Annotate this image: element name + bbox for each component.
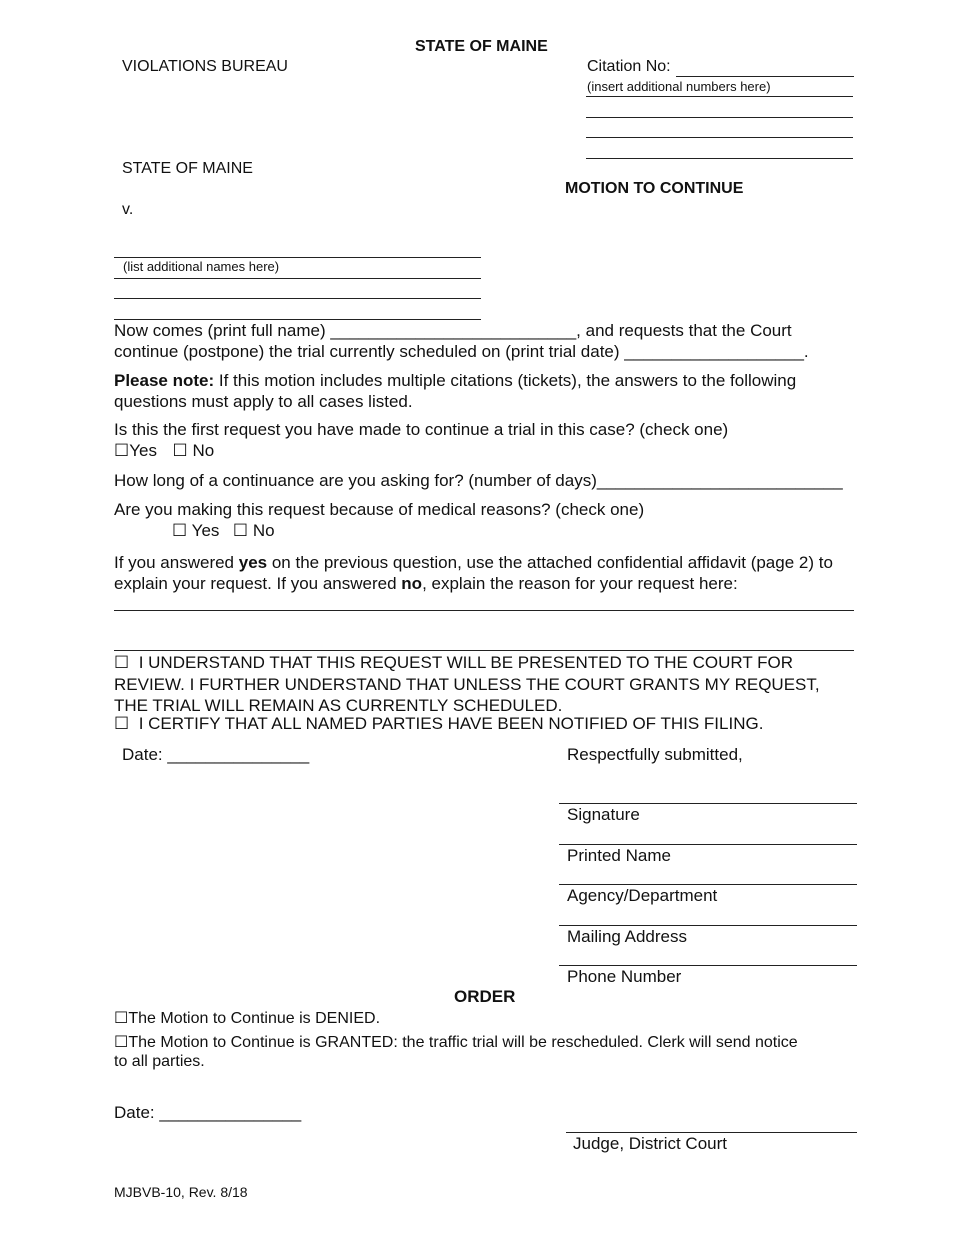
understand-statement <box>114 652 854 716</box>
explain-instructions <box>114 552 854 594</box>
citation-line-1[interactable] <box>586 96 853 97</box>
agency-line[interactable] <box>559 884 857 885</box>
q1-yes-label: Yes <box>129 441 157 460</box>
motion-title: MOTION TO CONTINUE <box>565 180 744 197</box>
judge-signature-line[interactable] <box>566 1132 857 1133</box>
mailing-address-line[interactable] <box>559 925 857 926</box>
q3-options <box>172 521 275 541</box>
certify-checkbox[interactable]: ☐ <box>114 714 130 734</box>
days-field[interactable]: __________________________ <box>596 471 843 490</box>
mailing-address-label: Mailing Address <box>567 927 688 946</box>
denied-checkbox[interactable]: ☐ <box>114 1008 129 1027</box>
defendant-name-line[interactable] <box>114 257 481 258</box>
bureau-label: VIOLATIONS BUREAU <box>122 58 288 75</box>
motion-date <box>122 745 309 765</box>
order-denied <box>114 1008 380 1028</box>
respectfully-submitted: Respectfully submitted, <box>567 745 743 764</box>
plaintiff-label: STATE OF MAINE <box>122 160 253 177</box>
please-note <box>114 370 854 412</box>
citation-label: Citation No: <box>587 58 671 75</box>
phone-number-label: Phone Number <box>567 967 682 986</box>
q1-options <box>114 441 214 461</box>
names-line-3[interactable] <box>114 319 481 320</box>
citation-line-3[interactable] <box>586 137 853 138</box>
question-first-request: Is this the first request you have made to continue a trial in this case? (check one) <box>114 420 729 439</box>
understand-checkbox[interactable]: ☐ <box>114 653 130 673</box>
names-hint: (list additional names here) <box>123 259 280 274</box>
citation-line-4[interactable] <box>586 158 853 159</box>
q4-text-c: , explain the reason for your request here: <box>422 574 738 593</box>
citation-line-2[interactable] <box>586 117 853 118</box>
full-name-field[interactable]: __________________________ <box>330 321 577 340</box>
form-id: MJBVB-10, Rev. 8/18 <box>114 1184 248 1200</box>
names-line-2[interactable] <box>114 298 481 299</box>
q4-no-bold: no <box>401 574 423 593</box>
order-title: ORDER <box>454 987 516 1006</box>
intro-text-c: continue (postpone) the trial currently scheduled on (print trial date) <box>114 342 625 361</box>
understand-text: I UNDERSTAND THAT THIS REQUEST WILL BE PRESENTED TO THE COURT FOR REVIEW. I FURTHER UNDERSTAND THAT UNLESS THE COURT GRANTS MY REQUEST, THE TRIAL WILL REMAIN AS CURRENTLY SCHEDULED. <box>114 653 820 715</box>
question-continuance-length <box>114 471 843 491</box>
order-date-field[interactable]: _______________ <box>159 1103 302 1122</box>
printed-name-line[interactable] <box>559 844 857 845</box>
signature-label: Signature <box>567 805 640 824</box>
names-line-1[interactable] <box>114 278 481 279</box>
q1-yes-checkbox[interactable]: ☐ <box>114 441 130 461</box>
citation-hint: (insert additional numbers here) <box>587 79 771 94</box>
intro-text-b: , and requests that the Court <box>576 321 792 340</box>
certify-statement <box>114 714 763 734</box>
granted-checkbox[interactable]: ☐ <box>114 1032 129 1051</box>
question-medical: Are you making this request because of medical reasons? (check one) <box>114 500 645 519</box>
q2-text: How long of a continuance are you asking for? (number of days) <box>114 471 597 490</box>
signature-line[interactable] <box>559 803 857 804</box>
q3-no-checkbox[interactable]: ☐ <box>232 521 249 541</box>
q3-yes-label: Yes <box>191 521 220 540</box>
granted-text: The Motion to Continue is GRANTED: the traffic trial will be rescheduled. Clerk will send notice <box>128 1034 798 1051</box>
date-label: Date: <box>122 745 168 764</box>
q1-no-label: No <box>192 441 215 460</box>
reason-line-1[interactable] <box>114 610 854 611</box>
q3-yes-checkbox[interactable]: ☐ <box>172 521 188 541</box>
q4-text-a: If you answered <box>114 553 239 572</box>
intro-line-1 <box>114 321 792 341</box>
q3-no-label: No <box>252 521 275 540</box>
phone-number-line[interactable] <box>559 965 857 966</box>
agency-label: Agency/Department <box>567 886 718 905</box>
date-field[interactable]: _______________ <box>167 745 310 764</box>
versus-label: v. <box>122 201 134 218</box>
intro-text-a: Now comes (print full name) <box>114 321 331 340</box>
certify-text: I CERTIFY THAT ALL NAMED PARTIES HAVE BEEN NOTIFIED OF THIS FILING. <box>138 714 764 733</box>
order-granted <box>114 1032 798 1052</box>
judge-label: Judge, District Court <box>573 1134 727 1153</box>
q4-text-b: on the previous question, use the attached confidential affidavit (page 2) to explain your request. If you answered <box>114 553 833 593</box>
intro-line-2 <box>114 342 809 362</box>
note-text: If this motion includes multiple citations (tickets), the answers to the following questions must apply to all cases listed. <box>114 371 797 411</box>
note-label: Please note: <box>114 371 215 390</box>
trial-date-field[interactable]: ___________________ <box>624 342 804 361</box>
q1-no-checkbox[interactable]: ☐ <box>172 441 188 461</box>
state-title: STATE OF MAINE <box>415 38 548 55</box>
q4-yes-bold: yes <box>238 553 268 572</box>
order-date <box>114 1103 301 1123</box>
printed-name-label: Printed Name <box>567 846 671 865</box>
denied-text: The Motion to Continue is DENIED. <box>128 1010 381 1027</box>
citation-number-field[interactable] <box>676 76 854 77</box>
reason-line-2[interactable] <box>114 650 854 651</box>
intro-period: . <box>803 342 809 361</box>
granted-text-cont: to all parties. <box>114 1053 205 1070</box>
order-date-label: Date: <box>114 1103 160 1122</box>
